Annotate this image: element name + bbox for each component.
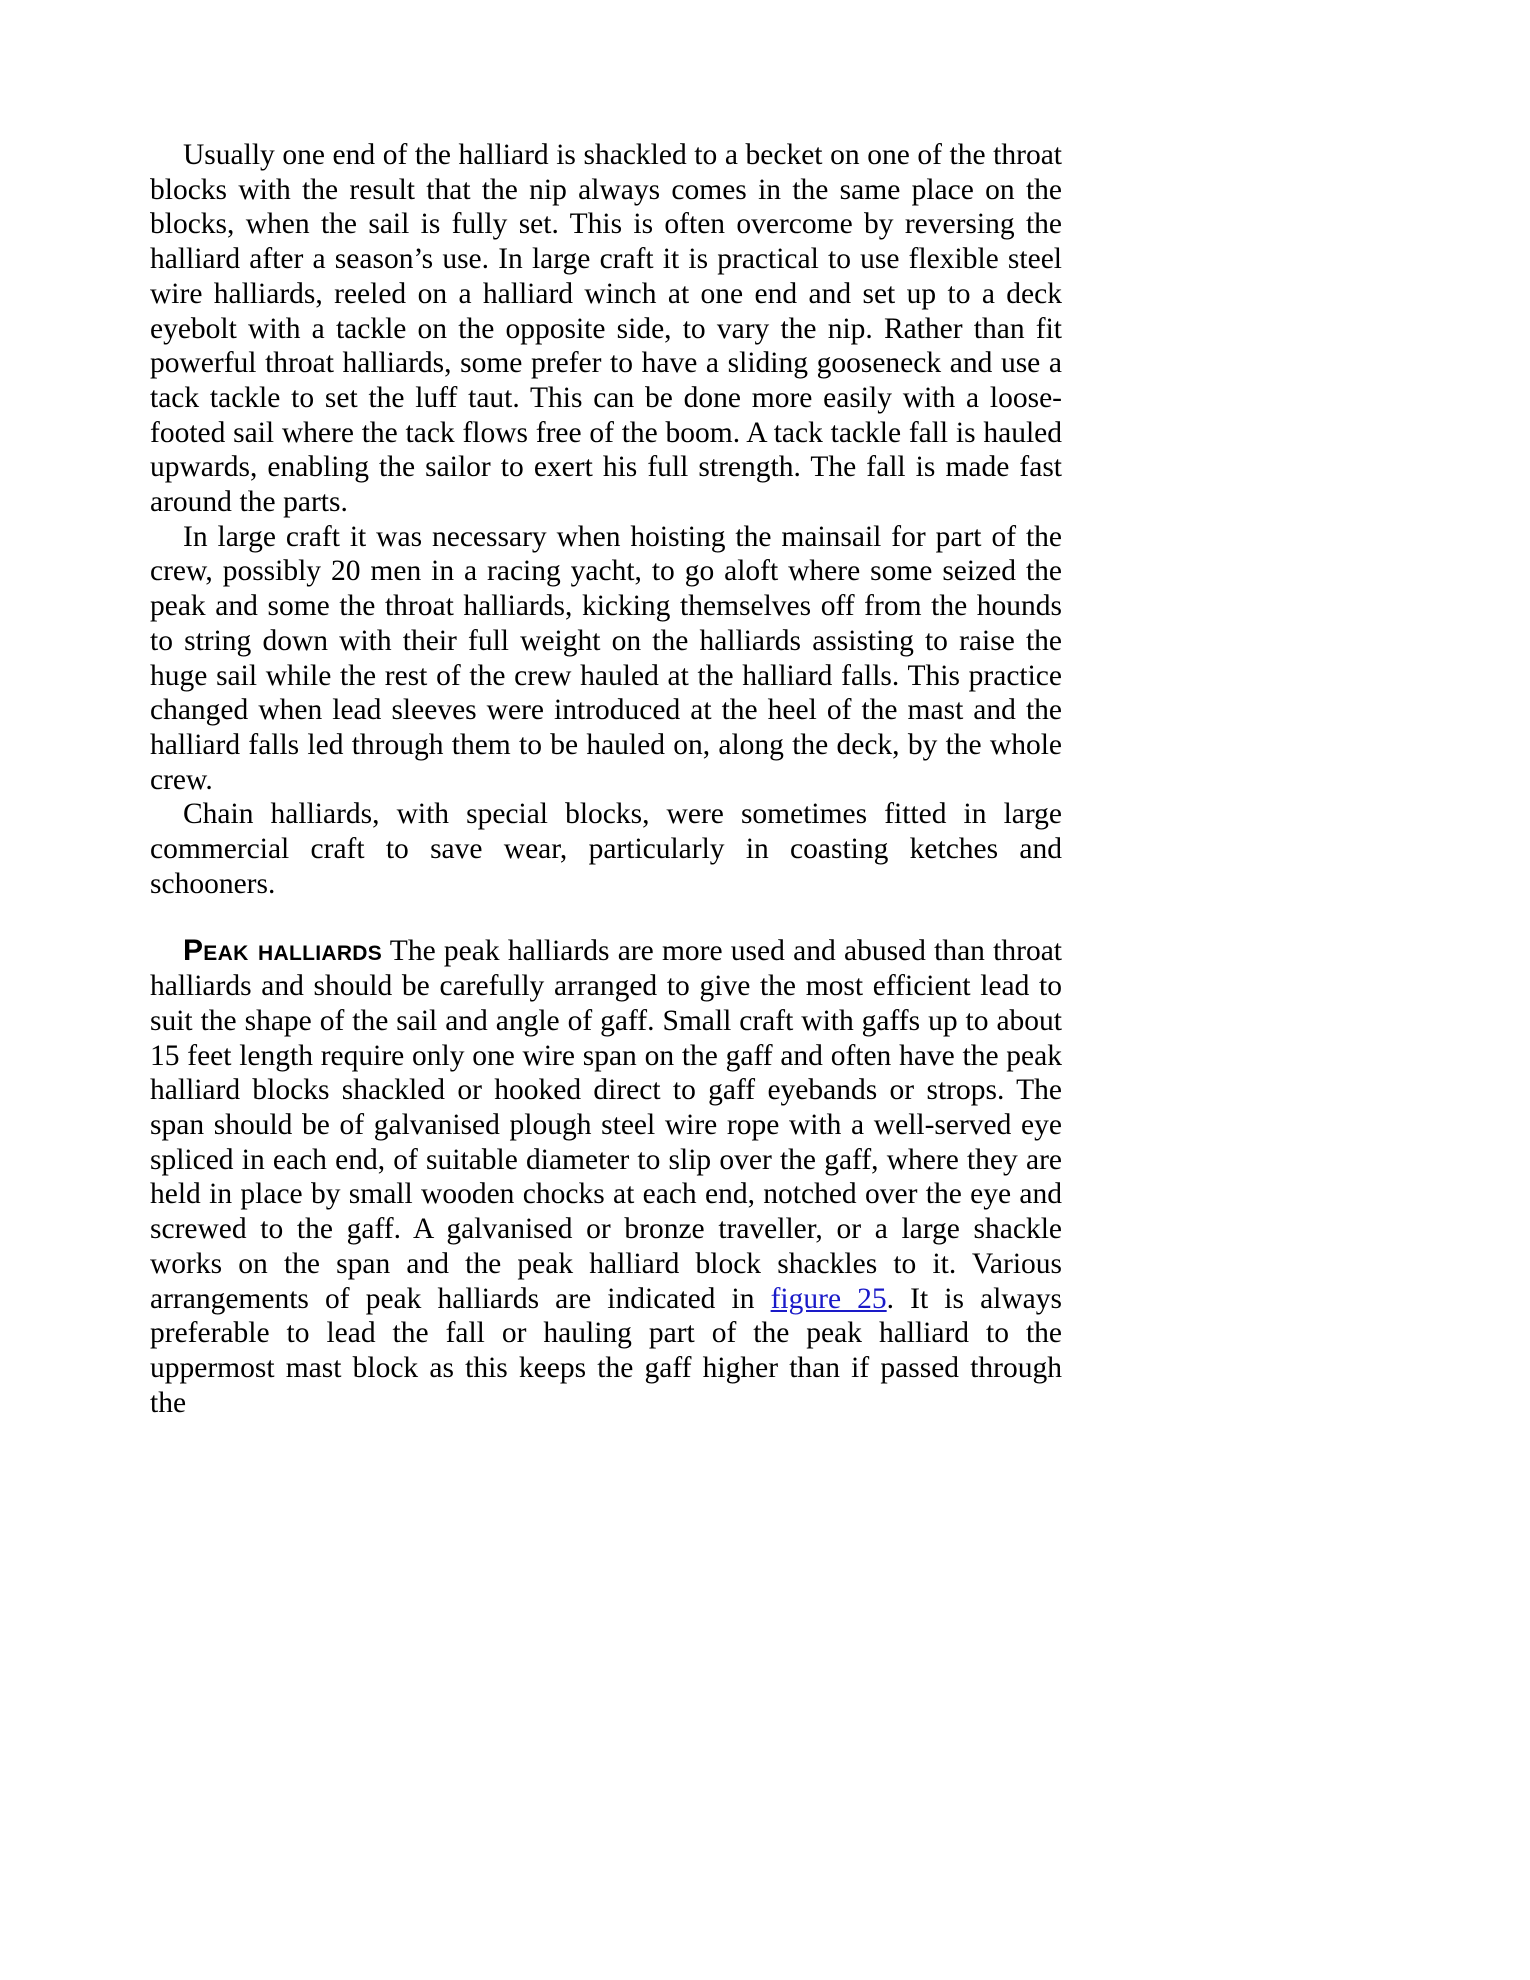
paragraph-chain-halliards: Chain halliards, with special blocks, were sometimes fitted in large commercial craft to save wear, particularly in coasting ketches and schooners. <box>150 798 1062 900</box>
paragraph-peak-halliards-text-after-link: . It is always preferable to lead the fall or hauling part of the peak halliard to the uppermost mast block as this keeps the gaff higher than if passed through the <box>150 1282 1063 1419</box>
paragraph-throat-halliard-nip: Usually one end of the halliard is shackled to a becket on one of the throat blocks with the result that the nip always comes in the same place on the blocks, when the sail is fully set. This is often overcome by reversing the halliard after a season’s use. In large craft it is practical to use flexible steel wire halliards, reeled on a halliard winch at one end and set up to a deck eyebolt with a tackle on the opposite side, to vary the nip. Rather than fit powerful throat halliards, some prefer to have a sliding gooseneck and use a tack tackle to set the luff taut. This can be done more easily with a loose-footed sail where the tack flows free of the boom. A tack tackle fall is hauled upwards, enabling the sailor to exert his full strength. The fall is made fast around the parts. <box>150 139 1062 519</box>
paragraph-peak-halliards-text-before-link: The peak halliards are more used and abused than throat halliards and should be carefully arranged to give the most efficient lead to suit the shape of the sail and angle of gaff. Small craft with gaffs up to about 15 feet length require only one wire span on the gaff and often have the peak halliard blocks shackled or hooked direct to gaff eyebands or strops. The span should be of galvanised plough steel wire rope with a well-served eye spliced in each end, of suitable diameter to slip over the gaff, where they are held in place by small wooden chocks at each end, notched over the eye and screwed to the gaff. A galvanised or bronze traveller, or a large shackle works on the span and the peak halliard block shackles to it. Various arrangements of peak halliards are indicated in <box>150 935 1062 1315</box>
text-column <box>150 138 1062 1420</box>
runin-heading-peak-halliards: Peak halliards <box>183 934 383 968</box>
figure-reference-link[interactable]: figure 25 <box>770 1282 887 1315</box>
paragraph-peak-halliards <box>150 934 1062 1420</box>
paragraph-hoisting-mainsail-crew: In large craft it was necessary when hoisting the mainsail for part of the crew, possibly 20 men in a racing yacht, to go aloft where some seized the peak and some the throat halliards, kicking themselves off from the hounds to string down with their full weight on the halliards assisting to raise the huge sail while the rest of the crew hauled at the halliard falls. This practice changed when lead sleeves were introduced at the heel of the mast and the halliard falls led through them to be hauled on, along the deck, by the whole crew. <box>150 520 1062 796</box>
